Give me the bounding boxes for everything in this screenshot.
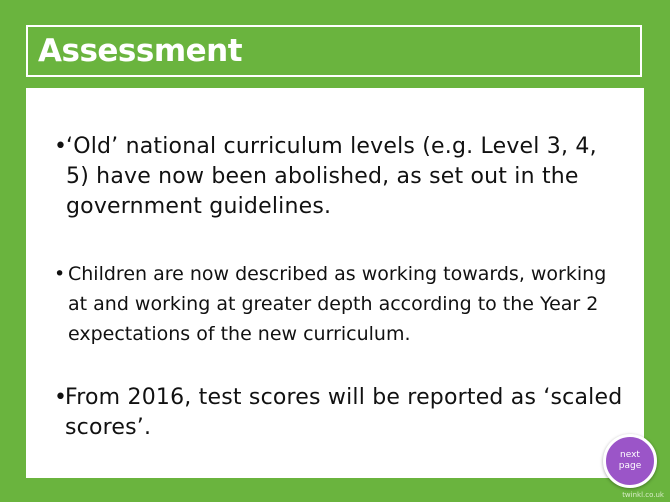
bullet-text: From 2016, test scores will be reported as ‘scaled scores’. bbox=[65, 385, 623, 440]
bullet-item-levels-abolished bbox=[54, 132, 624, 222]
next-button-label-line2: page bbox=[618, 461, 642, 471]
bullet-item-working-towards bbox=[54, 259, 624, 349]
watermark: twinkl.co.uk bbox=[622, 491, 664, 499]
bullet-marker: • bbox=[54, 134, 68, 159]
next-button-label-line1: next bbox=[620, 450, 640, 460]
bullet-marker: • bbox=[54, 263, 66, 285]
content-panel bbox=[26, 88, 644, 478]
bullet-marker: • bbox=[54, 385, 68, 410]
next-page-button[interactable] bbox=[603, 434, 657, 488]
bullet-item-scaled-scores bbox=[54, 383, 624, 443]
bullet-text: Children are now described as working towards, working at and working at greater depth according to the Year 2 expectations of the new curriculum. bbox=[68, 263, 607, 345]
header-box bbox=[26, 25, 642, 77]
bullet-text: ‘Old’ national curriculum levels (e.g. Level 3, 4, 5) have now been abolished, as set out in the government guidelines. bbox=[66, 134, 597, 219]
page-title: Assessment bbox=[38, 33, 243, 69]
